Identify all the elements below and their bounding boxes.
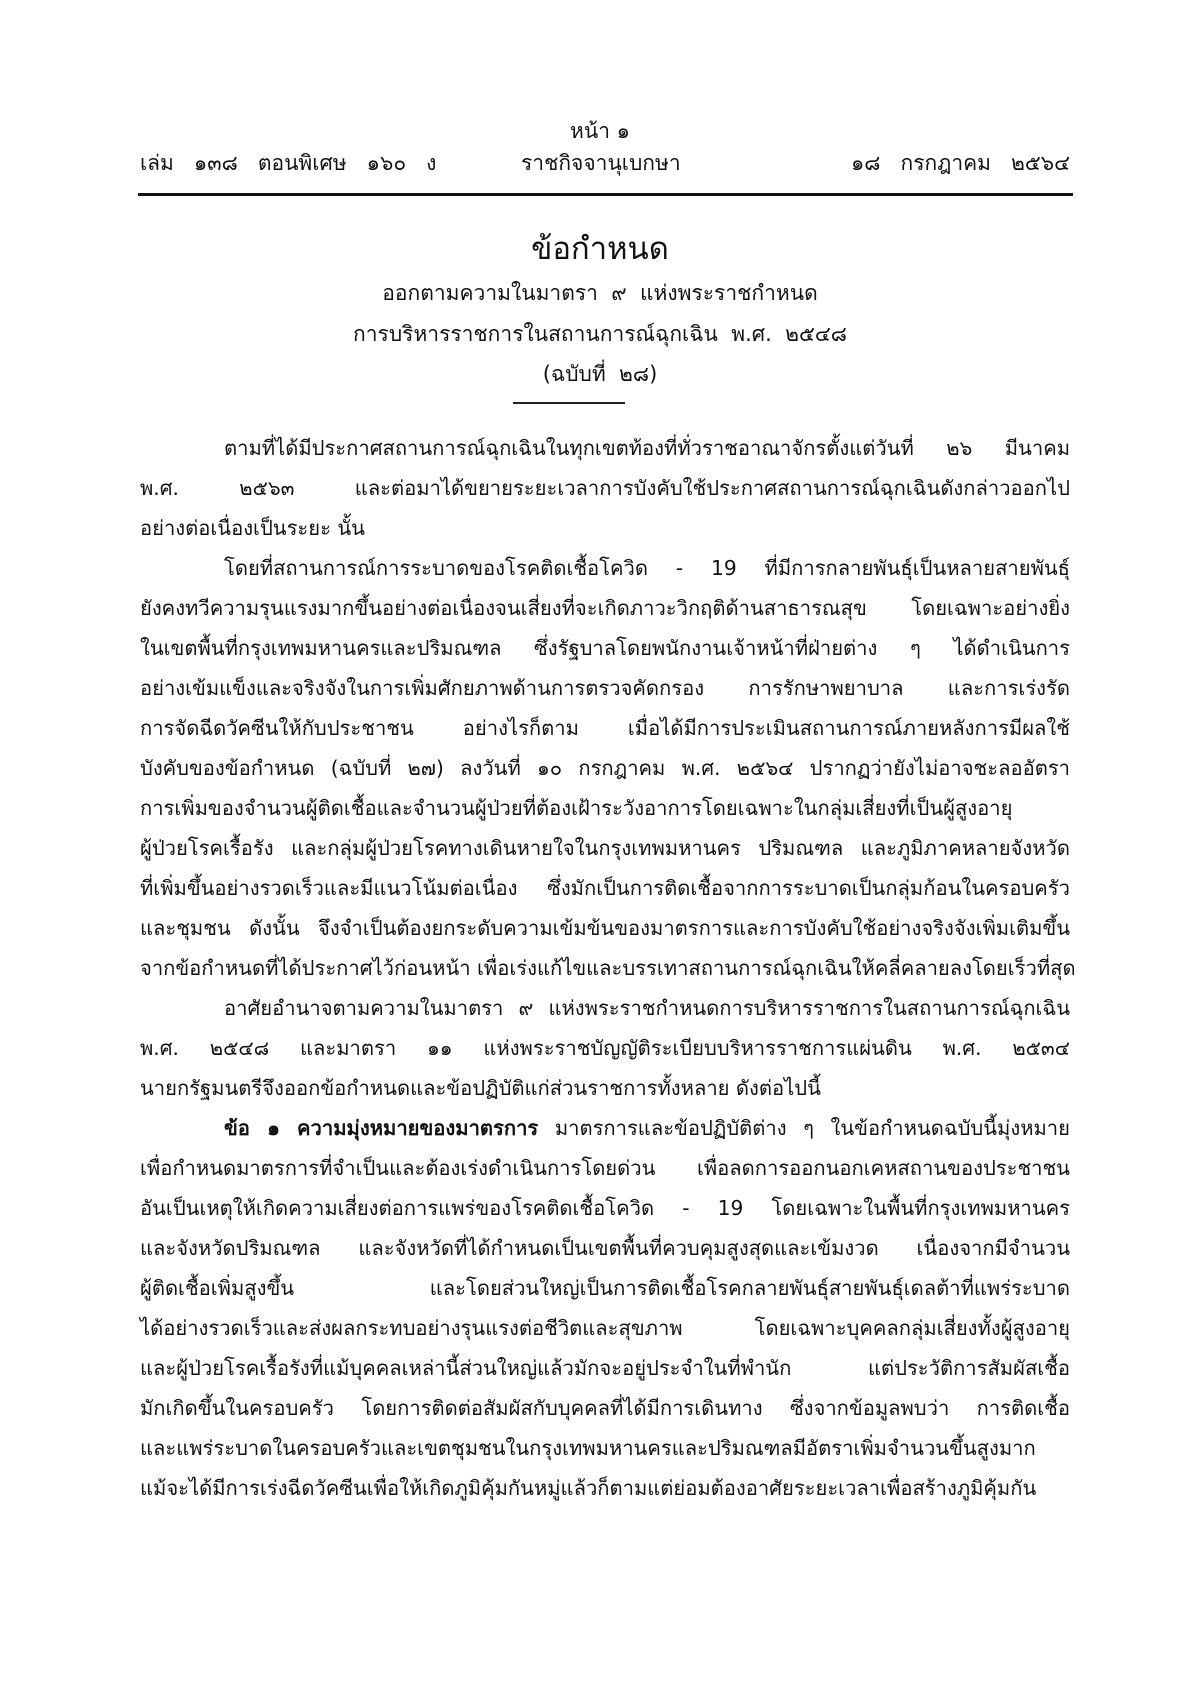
- clause-1: [140, 1108, 1070, 1508]
- text-line: ผู้ติดเชื้อเพิ่มสูงขึ้น และโดยส่วนใหญ่เป็นการติดเชื้อโรคกลายพันธุ์สายพันธุ์เดลต้าที่แพร่ระบาด: [140, 1276, 1070, 1300]
- header-divider: [138, 193, 1073, 196]
- text-line: ในเขตพื้นที่กรุงเทพมหานครและปริมณฑล ซึ่งรัฐบาลโดยพนักงานเจ้าหน้าที่ฝ่ายต่าง ๆ ได้ดำเนินการ: [140, 636, 1070, 660]
- text-line: อันเป็นเหตุให้เกิดความเสี่ยงต่อการแพร่ของโรคติดเชื้อโควิด - 19 โดยเฉพาะในพื้นที่กรุงเทพมหานคร: [140, 1196, 1070, 1220]
- document-title: ข้อกำหนด: [531, 231, 669, 267]
- clause-1-first-line: [140, 1108, 1070, 1148]
- text-line: พ.ศ. ๒๕๔๘ และมาตรา ๑๑ แห่งพระราชบัญญัติระเบียบบริหารราชการแผ่นดิน พ.ศ. ๒๕๓๔: [140, 1036, 1070, 1060]
- text-line: ยังคงทวีความรุนแรงมากขึ้นอย่างต่อเนื่องจนเสี่ยงที่จะเกิดภาวะวิกฤติด้านสาธารณสุข โดยเฉพาะอย่างยิ่ง: [140, 596, 1070, 620]
- page-number: หน้า ๑: [570, 119, 630, 143]
- text-line: และจังหวัดปริมณฑล และจังหวัดที่ได้กำหนดเป็นเขตพื้นที่ควบคุมสูงสุดและเข้มงวด เนื่องจากมีจำนวน: [140, 1236, 1070, 1260]
- text-line: และแพร่ระบาดในครอบครัวและเขตชุมชนในกรุงเทพมหานครและปริมณฑลมีอัตราเพิ่มจำนวนขึ้นสูงมาก: [140, 1436, 1036, 1460]
- title-divider: [513, 402, 625, 404]
- text-line: นายกรัฐมนตรีจึงออกข้อกำหนดและข้อปฏิบัติแก่ส่วนราชการทั้งหลาย ดังต่อไปนี้: [140, 1076, 821, 1100]
- clause-1-heading: ข้อ ๑ ความมุ่งหมายของมาตรการ: [224, 1116, 539, 1140]
- text-line: อย่างต่อเนื่องเป็นระยะ นั้น: [140, 516, 365, 540]
- paragraph-2: [140, 548, 1076, 988]
- text-line: พ.ศ. ๒๕๖๓ และต่อมาได้ขยายระยะเวลาการบังคับใช้ประกาศสถานการณ์ฉุกเฉินดังกล่าวออกไป: [140, 476, 1070, 500]
- gazette-name: ราชกิจจานุเบกษา: [521, 151, 681, 175]
- clause-1-text: มาตรการและข้อปฏิบัติต่าง ๆ ในข้อกำหนดฉบับนี้มุ่งหมาย: [538, 1116, 1070, 1140]
- paragraph-3: [140, 988, 1070, 1108]
- text-line: ตามที่ได้มีประกาศสถานการณ์ฉุกเฉินในทุกเขตท้องที่ทั่วราชอาณาจักรตั้งแต่วันที่ ๒๖ มีนาคม: [224, 436, 1070, 460]
- document-body: [140, 428, 1076, 1508]
- text-line: และชุมชน ดังนั้น จึงจำเป็นต้องยกระดับความเข้มข้นของมาตรการและการบังคับใช้อย่างจริงจังเพิ่มเติมขึ้น: [140, 916, 1070, 940]
- paragraph-1: [140, 428, 1070, 548]
- text-line: เพื่อกำหนดมาตรการที่จำเป็นและต้องเร่งดำเนินการโดยด่วน เพื่อลดการออกนอกเคหสถานของประชาชน: [140, 1156, 1070, 1180]
- text-line: จากข้อกำหนดที่ได้ประกาศไว้ก่อนหน้า เพื่อเร่งแก้ไขและบรรเทาสถานการณ์ฉุกเฉินให้คลี่คลายลงโดยเร็วที่สุด: [140, 956, 1076, 980]
- publication-date: ๑๘ กรกฎาคม ๒๕๖๔: [850, 151, 1070, 175]
- volume-issue: เล่ม ๑๓๘ ตอนพิเศษ ๑๖๐ ง: [140, 151, 437, 175]
- text-line: การจัดฉีดวัคซีนให้กับประชาชน อย่างไรก็ตาม เมื่อได้มีการประเมินสถานการณ์ภายหลังการมีผลใช้: [140, 716, 1070, 740]
- text-line: ผู้ป่วยโรคเรื้อรัง และกลุ่มผู้ป่วยโรคทางเดินหายใจในกรุงเทพมหานคร ปริมณฑล และภูมิภาคหลายจังหวัด: [140, 836, 1070, 860]
- text-line: และผู้ป่วยโรคเรื้อรังที่แม้บุคคลเหล่านี้ส่วนใหญ่แล้วมักจะอยู่ประจำในที่พำนัก แต่ประวัติการสัมผัสเชื้อ: [140, 1356, 1070, 1380]
- gazette-header: [140, 147, 1070, 179]
- document-edition: (ฉบับที่ ๒๘): [542, 362, 658, 386]
- text-line: อย่างเข้มแข็งและจริงจังในการเพิ่มศักยภาพด้านการตรวจคัดกรอง การรักษาพยาบาล และการเร่งรัด: [140, 676, 1070, 700]
- document-subtitle-2: การบริหารราชการในสถานการณ์ฉุกเฉิน พ.ศ. ๒๕๔๘: [353, 322, 847, 346]
- text-line: โดยที่สถานการณ์การระบาดของโรคติดเชื้อโควิด - 19 ที่มีการกลายพันธุ์เป็นหลายสายพันธุ์: [224, 556, 1070, 580]
- text-line: มักเกิดขึ้นในครอบครัว โดยการติดต่อสัมผัสกับบุคคลที่ได้มีการเดินทาง ซึ่งจากข้อมูลพบว่า การติดเชื้อ: [140, 1396, 1070, 1420]
- text-line: ที่เพิ่มขึ้นอย่างรวดเร็วและมีแนวโน้มต่อเนื่อง ซึ่งมักเป็นการติดเชื้อจากการระบาดเป็นกลุ่มก้อนในครอบครัว: [140, 876, 1070, 900]
- text-line: อาศัยอำนาจตามความในมาตรา ๙ แห่งพระราชกำหนดการบริหารราชการในสถานการณ์ฉุกเฉิน: [224, 996, 1070, 1020]
- text-line: แม้จะได้มีการเร่งฉีดวัคซีนเพื่อให้เกิดภูมิคุ้มกันหมู่แล้วก็ตามแต่ย่อมต้องอาศัยระยะเวลาเพื่อสร้างภูมิคุ้มกัน: [140, 1476, 1037, 1500]
- text-line: ได้อย่างรวดเร็วและส่งผลกระทบอย่างรุนแรงต่อชีวิตและสุขภาพ โดยเฉพาะบุคคลกลุ่มเสี่ยงทั้งผู้สูงอายุ: [140, 1316, 1070, 1340]
- document-subtitle-1: ออกตามความในมาตรา ๙ แห่งพระราชกำหนด: [382, 281, 818, 305]
- text-line: บังคับของข้อกำหนด (ฉบับที่ ๒๗) ลงวันที่ ๑๐ กรกฎาคม พ.ศ. ๒๕๖๔ ปรากฏว่ายังไม่อาจชะลออัตรา: [140, 756, 1070, 780]
- text-line: การเพิ่มของจำนวนผู้ติดเชื้อและจำนวนผู้ป่วยที่ต้องเฝ้าระวังอาการโดยเฉพาะในกลุ่มเสี่ยงที่เป็นผู้สูงอายุ: [140, 796, 1013, 820]
